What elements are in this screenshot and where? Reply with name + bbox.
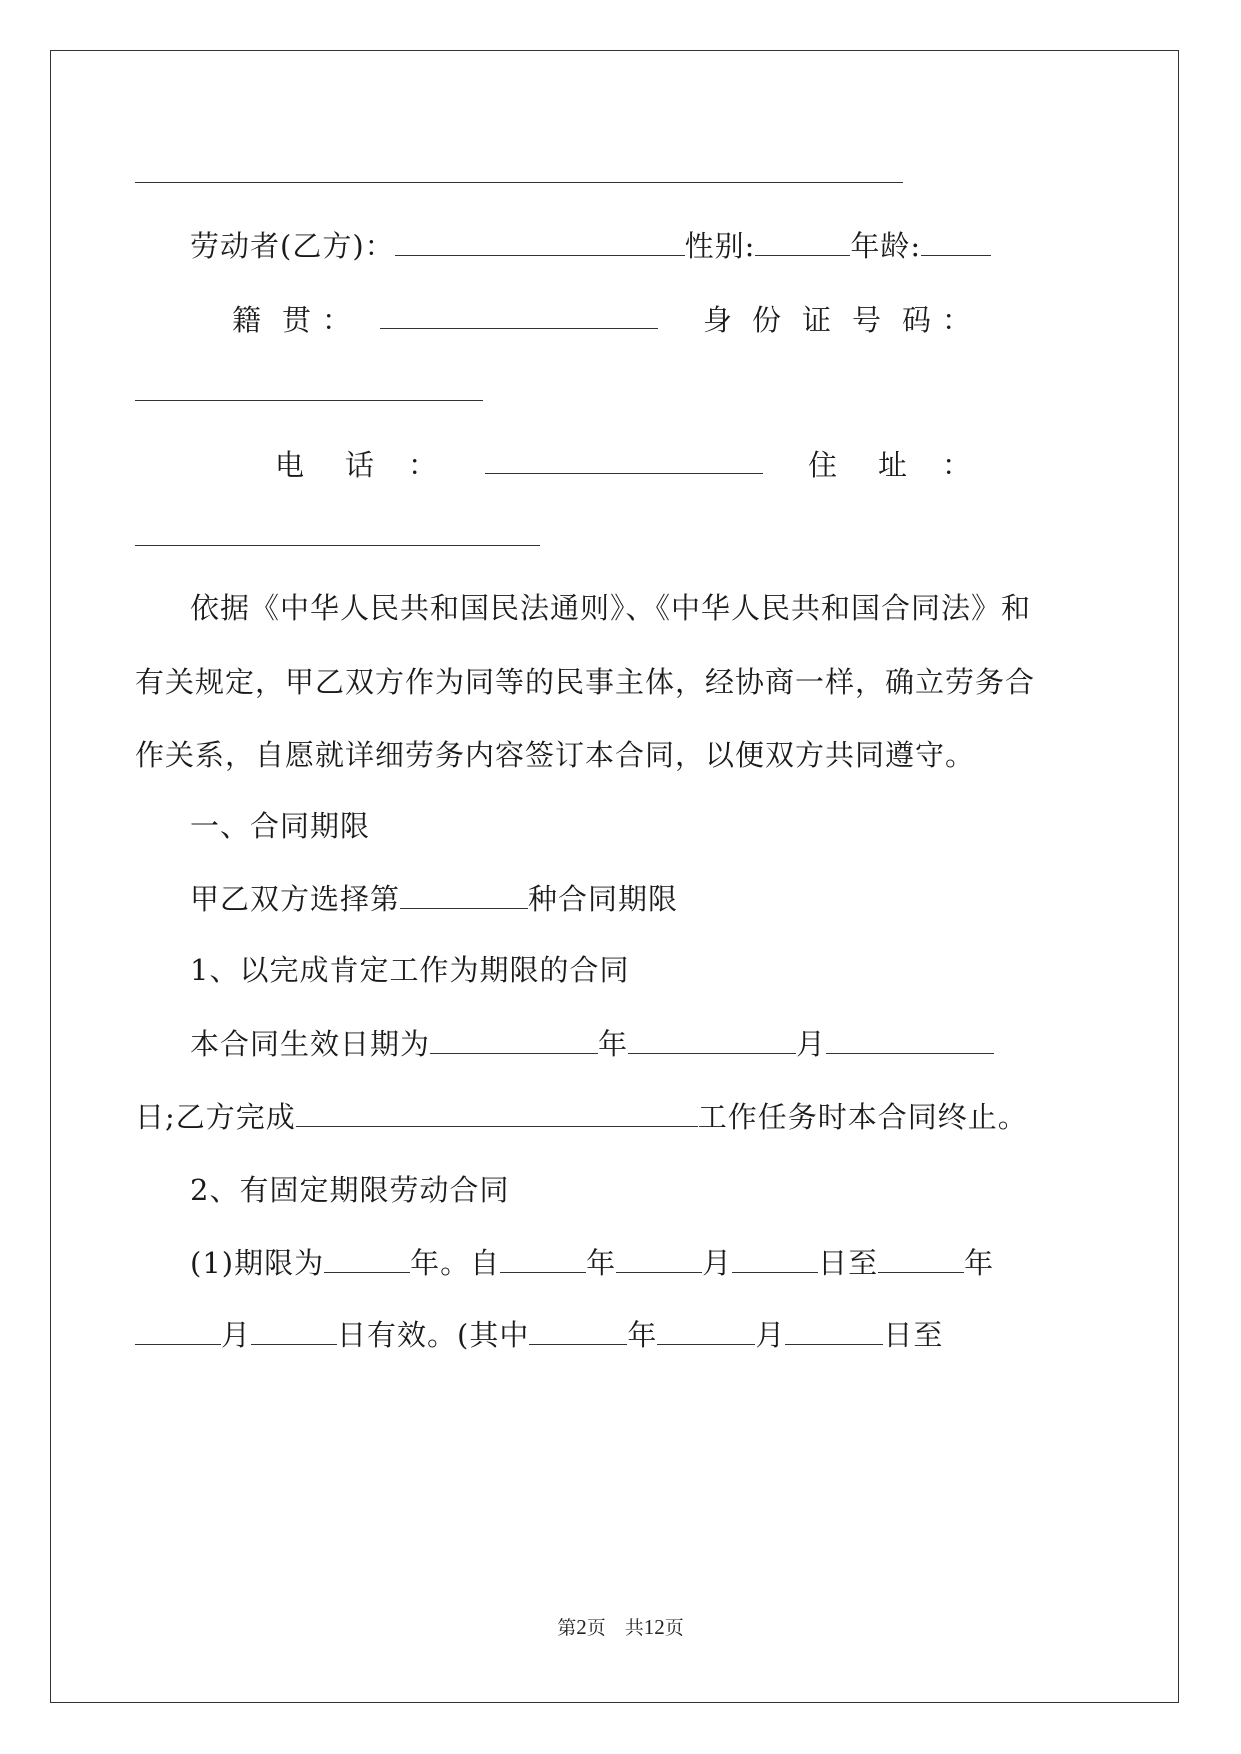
completion-suffix: 工作任务时本合同终止。 xyxy=(697,1100,1028,1134)
phone-colon: ： xyxy=(408,448,438,482)
gender-blank xyxy=(755,225,850,256)
item-2-line-1 xyxy=(190,1242,994,1283)
age-blank xyxy=(921,225,991,256)
gender-label: 性别: xyxy=(684,229,756,263)
effective-year-label: 年 xyxy=(598,1027,629,1061)
end-month-blank xyxy=(135,1314,221,1345)
id-number-blank xyxy=(135,400,483,401)
phone-blank xyxy=(485,473,763,474)
start-year-blank xyxy=(500,1242,586,1273)
item-1-title: 1、以完成肯定工作为期限的合同 xyxy=(190,953,630,987)
worker-label: 劳动者(乙方)： xyxy=(190,229,395,263)
item-2-title: 2、有固定期限劳动合同 xyxy=(190,1173,510,1207)
id-number-char-1: 身 xyxy=(703,303,733,337)
start-year-label: 年 xyxy=(586,1246,617,1280)
address-char-1: 住 xyxy=(808,448,838,482)
age-label: 年龄: xyxy=(850,229,922,263)
effective-year-blank xyxy=(430,1023,598,1054)
end-day-blank xyxy=(251,1314,337,1345)
start-day-to-label: 日至 xyxy=(818,1246,879,1280)
item-2-line-2 xyxy=(135,1314,943,1355)
choose-blank xyxy=(400,878,528,909)
address-blank xyxy=(135,545,540,546)
native-place-colon: ： xyxy=(322,303,352,337)
intro-line-3: 作关系，自愿就详细劳务内容签订本合同，以便双方共同遵守。 xyxy=(135,738,976,772)
page-total: 12 xyxy=(643,1615,665,1639)
start-month-label: 月 xyxy=(702,1246,733,1280)
address-colon: ： xyxy=(942,448,972,482)
id-number-char-2: 份 xyxy=(752,303,782,337)
probation-start-day-blank xyxy=(785,1314,883,1345)
page-footer xyxy=(0,1614,1241,1641)
intro-line-2: 有关规定，甲乙双方作为同等的民事主体，经协商一样，确立劳务合 xyxy=(135,665,1036,699)
native-place-char-1: 籍 xyxy=(232,303,262,337)
probation-month-label: 月 xyxy=(755,1318,786,1352)
address-char-2: 址 xyxy=(878,448,908,482)
native-place-char-2: 贯 xyxy=(282,303,312,337)
term-years-blank xyxy=(324,1242,410,1273)
choose-suffix: 种合同期限 xyxy=(528,882,679,916)
end-year-blank xyxy=(878,1242,964,1273)
effective-month-blank xyxy=(628,1023,796,1054)
probation-year-label: 年 xyxy=(627,1318,658,1352)
id-number-char-3: 证 xyxy=(802,303,832,337)
probation-start-month-blank xyxy=(657,1314,755,1345)
page-prefix: 第 xyxy=(557,1617,577,1639)
phone-char-1: 电 xyxy=(275,448,305,482)
id-number-char-4: 号 xyxy=(852,303,882,337)
term-from-label: 年。自 xyxy=(410,1246,501,1280)
top-blank-line xyxy=(135,182,903,183)
choose-line xyxy=(190,878,678,919)
page-frame xyxy=(50,50,1179,1703)
probation-day-to-label: 日至 xyxy=(883,1318,944,1352)
page-mid: 页 共 xyxy=(586,1617,644,1639)
start-month-blank xyxy=(616,1242,702,1273)
item-1-line-1 xyxy=(190,1023,994,1064)
phone-char-2: 话 xyxy=(345,448,375,482)
start-day-blank xyxy=(732,1242,818,1273)
end-year-label: 年 xyxy=(964,1246,995,1280)
page-suffix: 页 xyxy=(664,1617,684,1639)
id-number-colon: ： xyxy=(942,303,972,337)
section-1-title: 一、合同期限 xyxy=(190,809,371,843)
task-blank xyxy=(296,1096,698,1127)
native-place-blank xyxy=(380,328,658,329)
intro-line-1: 依据《中华人民共和国民法通则》、《中华人民共和国合同法》和 xyxy=(190,591,1032,625)
choose-prefix: 甲乙双方选择第 xyxy=(190,882,401,916)
effective-day-blank xyxy=(826,1023,994,1054)
valid-label: 日有效。(其中 xyxy=(337,1318,530,1352)
completion-prefix: 日;乙方完成 xyxy=(135,1100,296,1134)
effective-date-prefix: 本合同生效日期为 xyxy=(190,1027,431,1061)
end-month-label: 月 xyxy=(221,1318,252,1352)
worker-line xyxy=(190,225,991,266)
worker-name-blank xyxy=(395,225,685,256)
page-number: 2 xyxy=(576,1615,587,1639)
id-number-char-5: 码 xyxy=(902,303,932,337)
probation-start-year-blank xyxy=(529,1314,627,1345)
item-1-line-2 xyxy=(135,1096,1028,1137)
term-prefix: (1)期限为 xyxy=(190,1246,325,1280)
effective-month-label: 月 xyxy=(796,1027,827,1061)
